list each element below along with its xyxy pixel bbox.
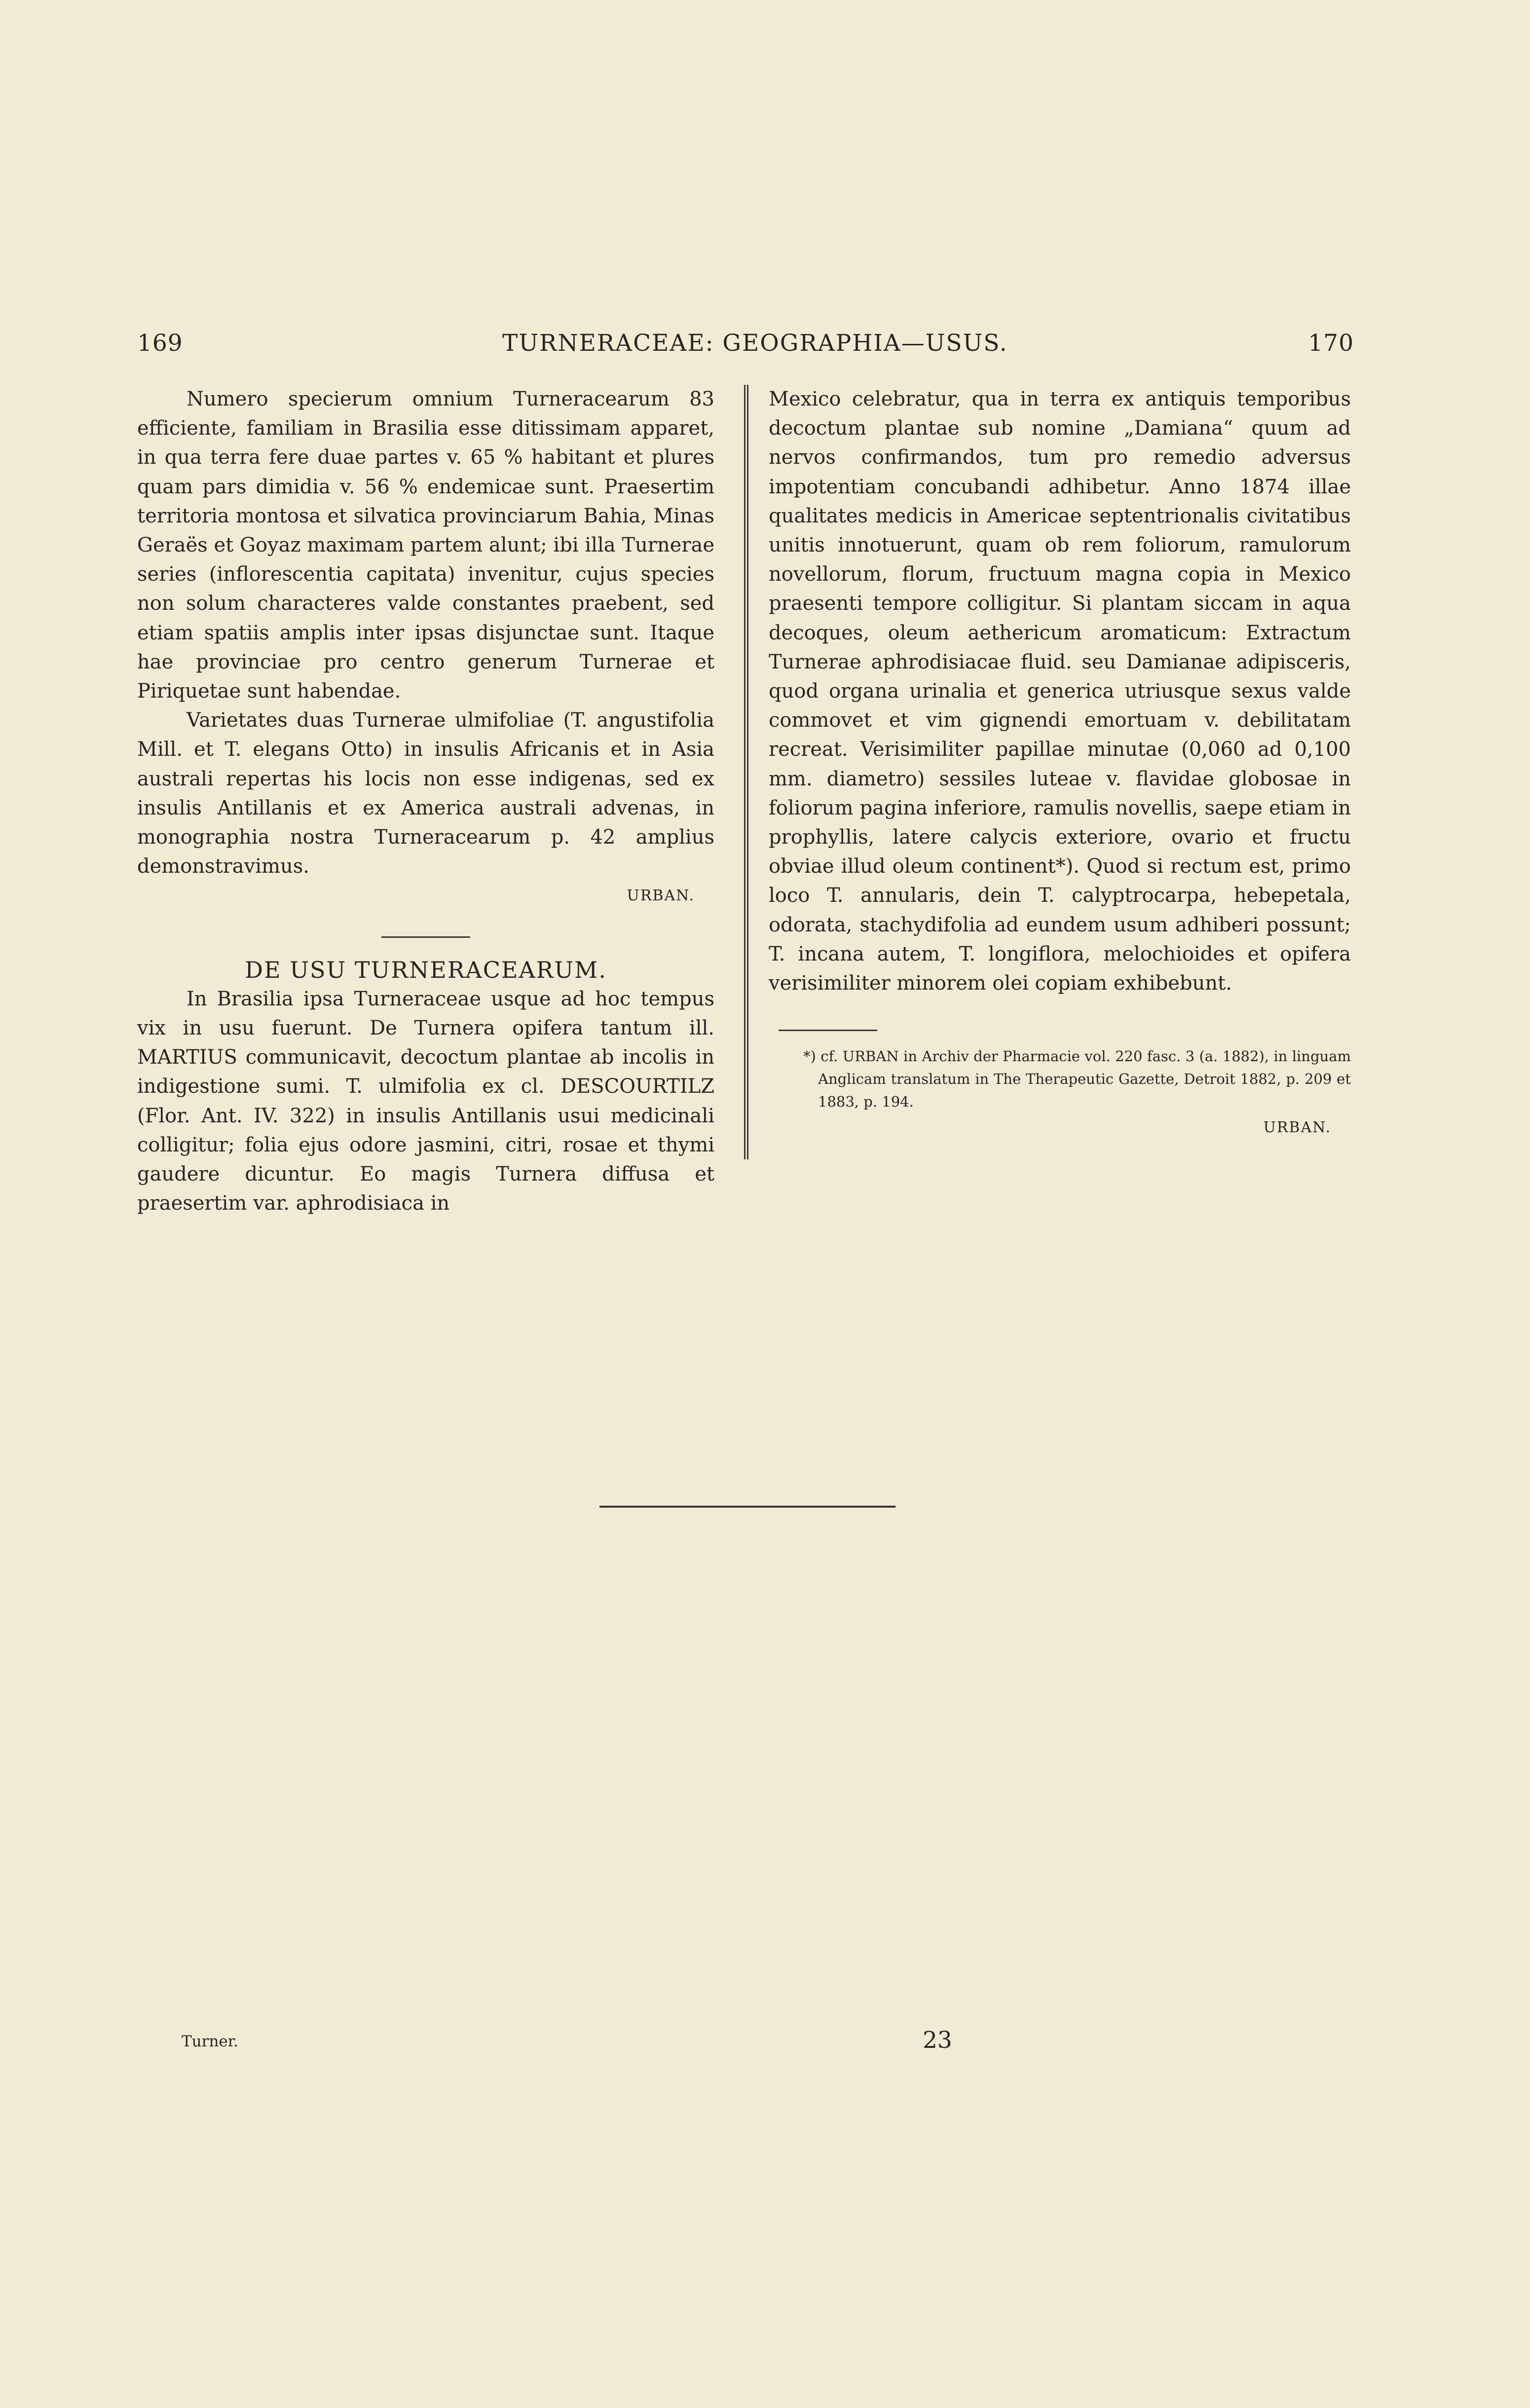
paragraph-varieties: Varietates duas Turnerae ulmifoliae (T. angustifolia Mill. et T. elegans Otto) in insulis Africanis et in Asia australi repertas his locis non esse indigenas, sed ex insulis Antillanis et ex America australi advenas, in monographia nostra Turneracearum p. 42 amplius demonstravimus. xyxy=(137,709,714,878)
paragraph-usage: In Brasilia ipsa Turneraceae usque ad hoc tempus vix in usu fuerunt. De Turnera opifera tantum ill. MARTIUS communicavit, decoctum plantae ab incolis in indigestione sumi. T. ulmifolia ex cl. DESCOURTILZ (Flor. Ant. IV. 322) in insulis Antillanis usui medicinali colligitur; folia ejus odore jasmini, citri, rosae et thymi gaudere dicuntur. Eo magis Turnera diffusa et praesertim var. aphrodisiaca in xyxy=(137,987,714,1215)
right-column xyxy=(769,385,1351,1142)
footer-label: Turner. xyxy=(182,2033,239,2050)
page-number-right: 170 xyxy=(1308,330,1354,357)
author-signature: URBAN. xyxy=(627,887,695,905)
end-rule xyxy=(599,1506,896,1508)
running-header xyxy=(137,330,1354,364)
running-title: TURNERACEAE: GEOGRAPHIA—USUS. xyxy=(502,330,1008,357)
footnote-divider xyxy=(779,1030,877,1031)
paragraph-distribution: Numero specierum omnium Turneracearum 83 efficiente, familiam in Brasilia esse ditissimam apparet, in qua terra fere duae partes v. 65 % habitant et plures quam pars dimidia v. 56 % endemicae sunt. Praesertim territoria montosa et silvatica provinciarum Bahia, Minas Geraës et Goyaz maximam partem alunt; ibi illa Turnerae series (inflorescentia capitata) invenitur, cujus species non solum characteres valde constantes praebent, sed etiam spatiis amplis inter ipsas disjunctae sunt. Itaque hae provinciae pro centro generum Turnerae et Piriquetae sunt habendae. xyxy=(137,388,714,703)
section-divider xyxy=(381,936,470,938)
page-number-left: 169 xyxy=(137,330,183,357)
column-separator xyxy=(744,385,748,1159)
footnote: *) cf. URBAN in Archiv der Pharmacie vol. 220 fasc. 3 (a. 1882), in linguam Anglicam translatum in The Therapeutic Gazette, Detroit 1882, p. 209 et 1883, p. 194. xyxy=(803,1048,1351,1111)
sheet-number: 23 xyxy=(923,2027,952,2054)
author-signature-2: URBAN. xyxy=(1263,1119,1331,1137)
paragraph-mexico: Mexico celebratur, qua in terra ex antiquis temporibus decoctum plantae sub nomine „Damiana“ quum ad nervos confirmandos, tum pro remedio adversus impotentiam concubandi adhibetur. Anno 1874 illae qualitates medicis in Americae septentrionalis civitatibus unitis innotuerunt, quam ob rem foliorum, ramulorum novellorum, florum, fructuum magna copia in Mexico praesenti tempore colligitur. Si plantam siccam in aqua decoques, oleum aethericum aromaticum: Extractum Turnerae aphrodisiacae fluid. seu Damianae adipisceris, quod organa urinalia et generica utriusque sexus valde commovet et vim gignendi emortuam v. debilitatam recreat. Verisimiliter papillae minutae (0,060 ad 0,100 mm. diametro) sessiles luteae v. flavidae globosae in foliorum pagina inferiore, ramulis novellis, saepe etiam in prophyllis, latere calycis exteriore, ovario et fructu obviae illud oleum continent*). Quod si rectum est, primo loco T. annularis, dein T. calyptrocarpa, hebepetala, odorata, stachydifolia ad eundem usum adhiberi possunt; T. incana autem, T. longiflora, melochioides et opifera verisimiliter minorem olei copiam exhibebunt. xyxy=(769,388,1351,995)
section-heading: DE USU TURNERACEARUM. xyxy=(245,956,607,983)
left-column xyxy=(137,385,714,1218)
